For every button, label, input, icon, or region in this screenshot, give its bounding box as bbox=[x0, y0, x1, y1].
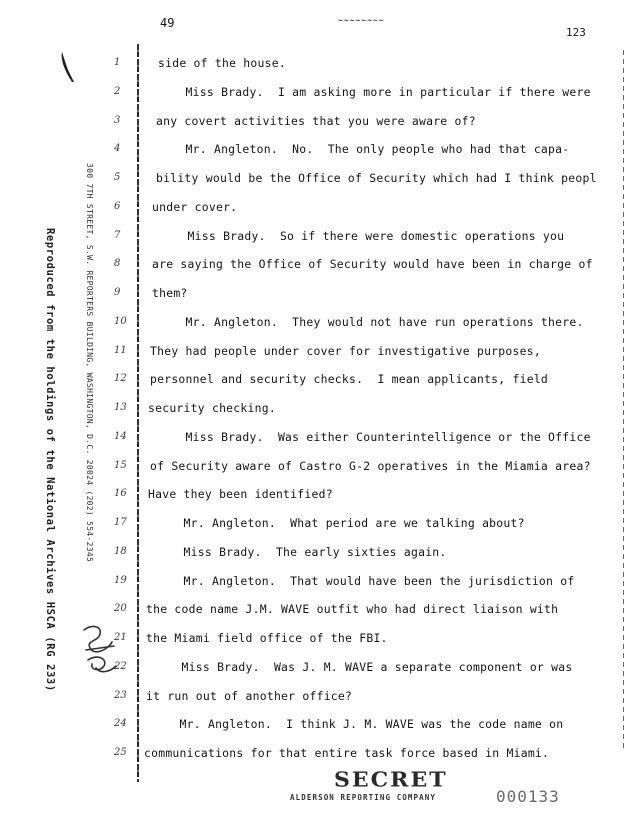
line-number: 11 bbox=[114, 344, 127, 356]
transcript-line: Miss Brady. I am asking more in particular if there were bbox=[150, 84, 591, 99]
transcript-line: Have they been identified? bbox=[148, 487, 333, 502]
line-number: 4 bbox=[114, 143, 121, 155]
transcript-line: them? bbox=[152, 286, 188, 300]
line-number: 23 bbox=[114, 689, 127, 701]
transcript-line: the code name J.M. WAVE outfit who had direct liaison with bbox=[146, 602, 559, 617]
transcript-line: Miss Brady. The early sixties again. bbox=[148, 544, 447, 559]
line-number: 21 bbox=[114, 632, 127, 643]
line-number: 7 bbox=[114, 229, 121, 241]
transcript-line: Mr. Angleton. They would not have run operations there. bbox=[150, 314, 584, 329]
transcript-line: Mr. Angleton. No. The only people who had that capa- bbox=[150, 142, 570, 157]
line-number: 3 bbox=[114, 114, 121, 126]
transcript-line: side of the house. bbox=[158, 56, 286, 70]
line-number: 5 bbox=[114, 172, 121, 183]
page-number-left: 49 bbox=[160, 16, 175, 30]
header-mark: ~~~~~~~~ bbox=[338, 16, 385, 25]
right-margin-rule bbox=[623, 50, 624, 750]
archive-credit: Reproduced from the holdings of the National Archives HSCA (RG 233) bbox=[44, 228, 56, 692]
transcript-line: Mr. Angleton. That would have been the jurisdiction of bbox=[148, 573, 575, 588]
page-number-right: 123 bbox=[566, 26, 586, 39]
transcript-line: it run out of another office? bbox=[146, 688, 353, 703]
line-number: 2 bbox=[114, 85, 121, 97]
line-number: 12 bbox=[114, 373, 127, 385]
line-number: 9 bbox=[114, 287, 121, 298]
line-number: 1 bbox=[114, 57, 121, 68]
marginal-ink-mark bbox=[58, 50, 78, 84]
transcript-line: They had people under cover for investigative purposes, bbox=[150, 343, 541, 358]
transcript-line: Miss Brady. So if there were domestic operations you bbox=[152, 228, 565, 243]
line-number: 15 bbox=[114, 459, 127, 471]
line-number: 24 bbox=[114, 718, 127, 730]
line-number: 14 bbox=[114, 430, 127, 442]
transcript-line: Mr. Angleton. I think J. M. WAVE was the code name on bbox=[144, 717, 564, 732]
transcript-line: any covert activities that you were aware of? bbox=[156, 113, 476, 128]
document-id: 000133 bbox=[496, 787, 560, 806]
transcript-line: personnel and security checks. I mean applicants, field bbox=[150, 372, 549, 387]
line-number: 8 bbox=[114, 258, 121, 270]
transcript-line: the Miami field office of the FBI. bbox=[146, 631, 388, 645]
transcript-line: under cover. bbox=[152, 199, 238, 214]
line-number: 17 bbox=[114, 517, 127, 528]
line-number: 22 bbox=[114, 660, 127, 672]
line-number: 19 bbox=[114, 574, 127, 586]
transcript-line: of Security aware of Castro G-2 operatives in the Miamia area? bbox=[150, 458, 591, 473]
transcript-line: Mr. Angleton. What period are we talking about? bbox=[148, 516, 525, 530]
secret-stamp: SECRET bbox=[334, 768, 448, 792]
transcript-line: Miss Brady. Was J. M. WAVE a separate component or was bbox=[146, 659, 573, 674]
reporting-company: ALDERSON REPORTING COMPANY bbox=[290, 793, 436, 802]
transcript-line: are saying the Office of Security would have been in charge of bbox=[152, 257, 593, 272]
transcript-line: communications for that entire task force based in Miami. bbox=[144, 746, 550, 760]
line-number: 16 bbox=[114, 488, 127, 500]
reporter-address: 300 7TH STREET, S.W. REPORTERS BUILDING, WASHINGTON, D.C. 20024 (202) 554-2345 bbox=[85, 163, 94, 563]
transcript-line: bility would be the Office of Security which had I think peopl bbox=[156, 171, 597, 185]
line-number: 20 bbox=[114, 603, 127, 615]
line-number: 25 bbox=[114, 747, 127, 758]
line-number: 13 bbox=[114, 402, 127, 413]
line-number: 6 bbox=[114, 200, 121, 212]
transcript-line: security checking. bbox=[148, 401, 276, 415]
line-number: 18 bbox=[114, 545, 127, 557]
line-number: 10 bbox=[114, 315, 127, 327]
transcript-line: Miss Brady. Was either Counterintelligence or the Office bbox=[150, 429, 591, 444]
